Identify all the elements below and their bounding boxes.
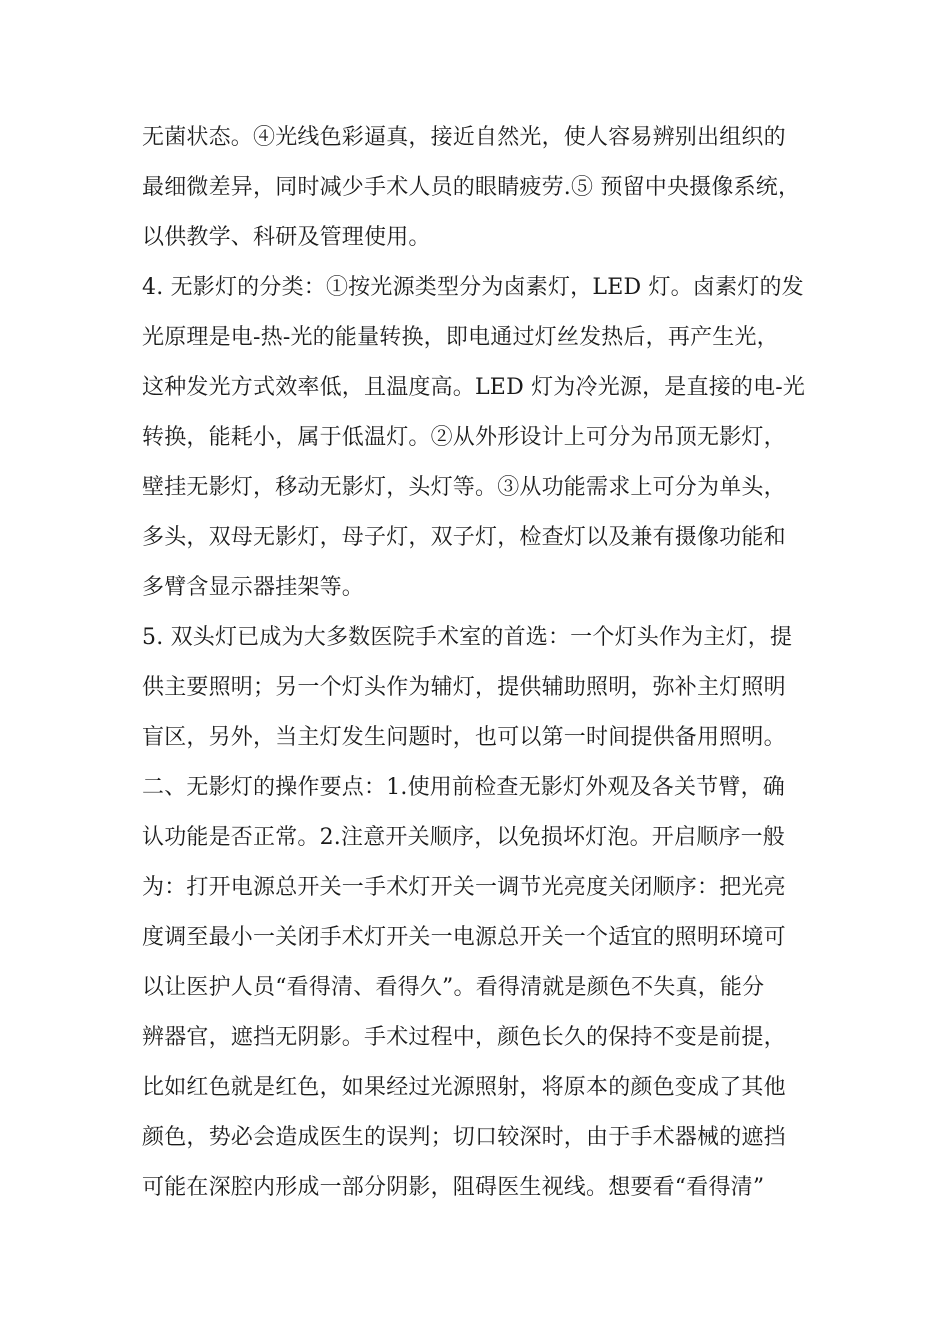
text-line: 颜色，势必会造成医生的误判；切口较深时，由于手术器械的遮挡 bbox=[142, 1125, 786, 1150]
text-line: 可能在深腔内形成一部分阴影，阻碍医生视线。想要看“看得清” bbox=[142, 1175, 765, 1200]
text-line: 二、无影灯的操作要点：1.使用前检查无影灯外观及各关节臂，确 bbox=[142, 775, 785, 800]
text-line: 5. 双头灯已成为大多数医院手术室的首选：一个灯头作为主灯，提 bbox=[142, 625, 793, 650]
text-line: 度调至最小一关闭手术灯开关一电源总开关一个适宜的照明环境可 bbox=[142, 925, 786, 950]
text-line: 认功能是否正常。2.注意开关顺序，以免损坏灯泡。开启顺序一般 bbox=[142, 825, 785, 850]
text-line: 为：打开电源总开关一手术灯开关一调节光亮度关闭顺序：把光亮 bbox=[142, 875, 786, 900]
text-line: 多臂含显示器挂架等。 bbox=[142, 575, 365, 600]
text-line: 辨器官，遮挡无阴影。手术过程中，颜色长久的保持不变是前提， bbox=[142, 1025, 786, 1050]
text-line: 光原理是电-热-光的能量转换，即电通过灯丝发热后，再产生光， bbox=[142, 325, 779, 350]
document-page bbox=[142, 113, 812, 1213]
text-line: 以让医护人员“看得清、看得久”。看得清就是颜色不失真，能分 bbox=[142, 975, 765, 1000]
text-line: 4. 无影灯的分类：①按光源类型分为卤素灯，LED 灯。卤素灯的发 bbox=[142, 275, 804, 300]
text-line: 壁挂无影灯，移动无影灯，头灯等。③从功能需求上可分为单头， bbox=[142, 475, 786, 500]
text-line: 最细微差异，同时减少手术人员的眼睛疲劳.⑤ 预留中央摄像系统， bbox=[142, 175, 801, 200]
text-line: 多头，双母无影灯，母子灯，双子灯，检查灯以及兼有摄像功能和 bbox=[142, 525, 786, 550]
text-line: 以供教学、科研及管理使用。 bbox=[142, 225, 431, 250]
text-line: 供主要照明；另一个灯头作为辅灯，提供辅助照明，弥补主灯照明 bbox=[142, 675, 786, 700]
text-line: 这种发光方式效率低，且温度高。LED 灯为冷光源，是直接的电-光 bbox=[142, 375, 806, 400]
text-line: 无菌状态。④光线色彩逼真，接近自然光，使人容易辨别出组织的 bbox=[142, 125, 786, 150]
text-line: 转换，能耗小，属于低温灯。②从外形设计上可分为吊顶无影灯， bbox=[142, 425, 786, 450]
text-line: 盲区，另外，当主灯发生问题时，也可以第一时间提供备用照明。 bbox=[142, 725, 786, 750]
text-line: 比如红色就是红色，如果经过光源照射，将原本的颜色变成了其他 bbox=[142, 1075, 786, 1100]
